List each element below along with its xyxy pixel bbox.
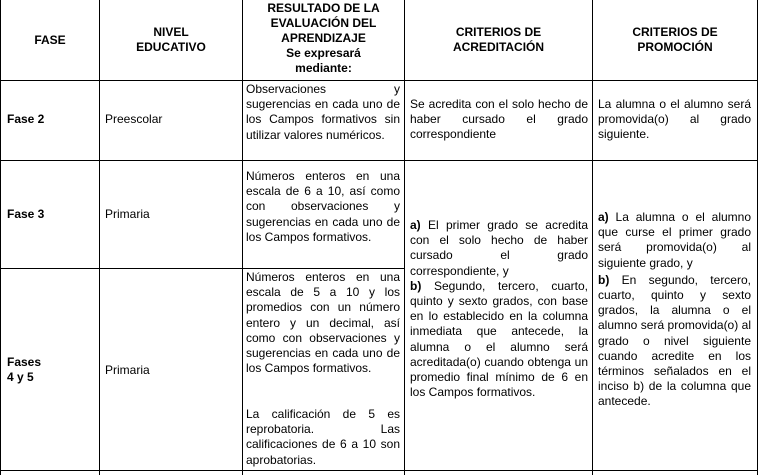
merged-acreditacion-b-label: b) [410, 278, 422, 293]
row-fase2-fase-text: Fase 2 [7, 112, 45, 126]
row-fase3-resultado-text: Números enteros en una escala de 6 a 10, así como con observaciones y sugerencias en cada uno de los Campos formativos. [246, 169, 400, 244]
row-fase2-acreditacion [410, 97, 588, 143]
column-divider-3 [404, 0, 405, 475]
header-fase-text: FASE [34, 33, 66, 47]
merged-promocion-b-label: b) [598, 272, 610, 287]
header-promocion-line2: PROMOCIÓN [637, 40, 713, 55]
row-fase2-resultado-text: Observaciones y sugerencias en cada uno de los Campos formativos sin utilizar valores numéricos. [246, 82, 400, 142]
row-fase2-promocion-text: La alumna o el alumno será promovida(o) al grado siguiente. [598, 97, 751, 142]
row-divider-bottom [0, 470, 758, 471]
row-fase2-fase [7, 112, 97, 127]
merged-acreditacion-a [410, 218, 588, 279]
header-promocion-line1: CRITERIOS DE [632, 25, 718, 39]
row-fase3-fase-text: Fase 3 [7, 207, 45, 221]
row-fase45-nivel-text: Primaria [105, 363, 150, 377]
header-resultado-line5: mediante: [295, 61, 352, 75]
header-acreditacion-line2: ACREDITACIÓN [452, 40, 545, 55]
merged-promocion-a-label: a) [598, 210, 609, 224]
row-fase45-resultado-note [246, 407, 400, 468]
row-fase3-fase [7, 207, 97, 222]
header-fase [1, 33, 99, 48]
merged-acreditacion-a-label: a) [410, 218, 421, 232]
merged-promocion-a [598, 210, 751, 271]
row-divider-fase3 [0, 268, 405, 269]
header-nivel-line2: EDUCATIVO [136, 40, 206, 55]
merged-acreditacion-b-text: Segundo, tercero, cuarto, quinto y sexto grados, con base en lo establecido en la columna inmediata que antecede, la alumna o el alumno será acreditada(o) cuando obtenga un promedio final mínimo de 6 en los Campos formativos. [410, 278, 588, 400]
header-nivel-line1: NIVEL [153, 25, 189, 39]
row-fase3-nivel-text: Primaria [105, 207, 150, 221]
table-border-right [757, 0, 758, 475]
row-fase2-acreditacion-text: Se acredita con el solo hecho de haber cursado el grado correspondiente [410, 97, 588, 142]
row-fase2-nivel-text: Preescolar [105, 112, 163, 126]
merged-acreditacion-b [410, 279, 588, 401]
merged-promocion-b [598, 273, 751, 410]
merged-acreditacion-a-text: El primer grado se acredita con el solo hecho de haber cursado el grado correspondiente, y [410, 218, 588, 278]
row-fase2-nivel [105, 112, 240, 127]
merged-promocion-a-text: La alumna o el alumno que curse el primer grado será promovida(o) al siguiente grado, y [598, 210, 751, 270]
header-resultado-line2: EVALUACIÓN DEL [270, 16, 377, 30]
row-fase3-resultado [246, 169, 400, 245]
header-resultado-line1: RESULTADO DE LA [267, 1, 380, 15]
header-acreditacion [405, 25, 592, 55]
merged-promocion-b-text: En segundo, tercero, cuarto, quinto y sexto grados, la alumna o el alumno será promovida(o) al grado o nivel siguiente cuando acredite en los términos señalados en el inciso b) de la columna que antecede. [598, 272, 751, 409]
row-divider-fase2 [0, 160, 758, 161]
column-divider-4 [592, 0, 593, 475]
row-fase45-resultado-text: Números enteros en una escala de 5 a 10 y los promedios con un número entero y un decimal, así como con observaciones y sugerencias en cada uno de los Campos formativos. [246, 270, 400, 376]
merged-promocion [598, 210, 751, 410]
row-fase3-nivel [105, 207, 240, 222]
row-fase45-fase-line2: 4 y 5 [7, 370, 34, 385]
table-border-left [0, 0, 1, 475]
merged-acreditacion [410, 218, 588, 400]
header-resultado-line4: Se expresará [286, 46, 361, 60]
row-fase45-resultado [246, 270, 400, 376]
row-fase45-nivel [105, 363, 240, 378]
header-resultado [243, 1, 404, 76]
row-fase45-fase [7, 355, 97, 385]
row-fase45-fase-line1: Fases [7, 355, 42, 369]
header-nivel [100, 25, 242, 55]
row-fase2-resultado [246, 82, 400, 143]
row-fase2-promocion [598, 97, 751, 143]
header-acreditacion-line1: CRITERIOS DE [455, 25, 542, 39]
column-divider-1 [99, 0, 100, 475]
header-promocion [593, 25, 757, 55]
row-divider-header [0, 80, 758, 81]
row-fase45-resultado-note-text: La calificación de 5 es reprobatoria. Las calificaciones de 6 a 10 son aprobatorias. [246, 407, 400, 467]
header-resultado-line3: APRENDIZAJE [281, 31, 366, 45]
